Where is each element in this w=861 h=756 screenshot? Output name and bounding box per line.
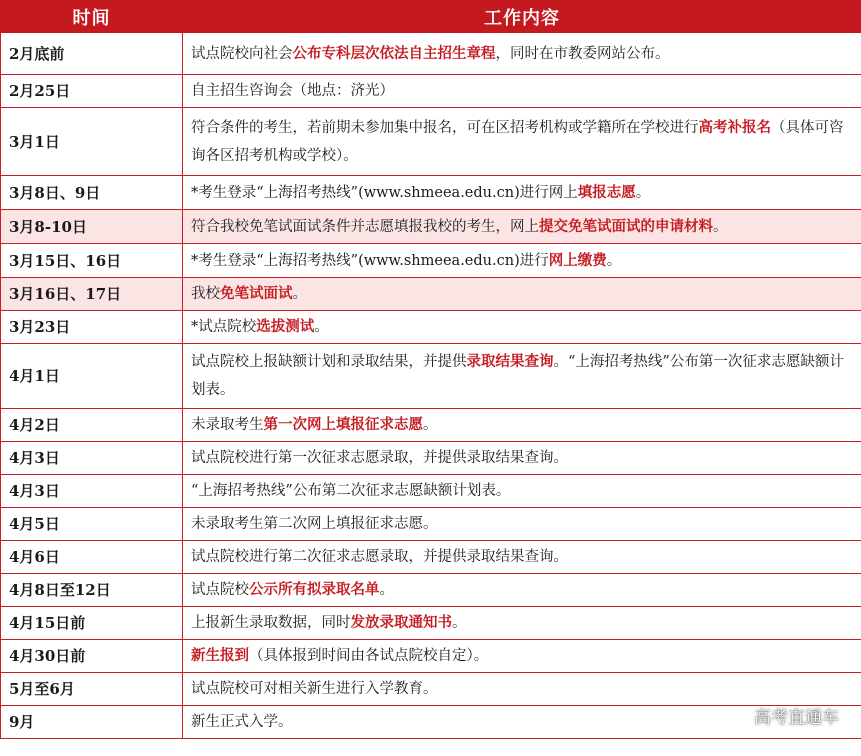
- body-text: 未录取考生: [191, 417, 264, 433]
- body-text: *试点院校: [191, 319, 257, 335]
- table-row: [1, 640, 861, 673]
- table-body: [1, 33, 861, 739]
- body-text: 。: [292, 286, 307, 302]
- header-row: [1, 1, 861, 33]
- row-work: [183, 311, 861, 344]
- highlight-text: 免笔试面试: [220, 285, 293, 302]
- row-work: [183, 344, 861, 409]
- table-row: [1, 75, 861, 108]
- row-time: 4月30日前: [1, 640, 183, 673]
- row-time: 3月1日: [1, 108, 183, 176]
- table-row: [1, 311, 861, 344]
- body-text: 试点院校上报缺额计划和录取结果，并提供: [191, 354, 467, 370]
- row-work: [183, 673, 861, 706]
- row-work: [183, 244, 861, 278]
- row-work: [183, 541, 861, 574]
- row-time: 4月1日: [1, 344, 183, 409]
- row-work: [183, 108, 861, 176]
- row-work: [183, 640, 861, 673]
- row-time: 3月8日、9日: [1, 176, 183, 210]
- highlight-text: 高考补报名: [698, 118, 771, 136]
- body-text: 试点院校向社会: [191, 45, 293, 62]
- row-time: 4月2日: [1, 409, 183, 442]
- row-work: [183, 278, 861, 311]
- row-work: [183, 33, 861, 75]
- body-text: 。: [452, 615, 467, 631]
- body-text: 。: [423, 417, 438, 433]
- highlight-text: 新生报到: [191, 647, 249, 664]
- row-work: [183, 442, 861, 475]
- table-row: [1, 508, 861, 541]
- row-time: 3月23日: [1, 311, 183, 344]
- body-text: *考生登录“上海招考热线”(www.shmeea.edu.cn)进行: [191, 252, 549, 269]
- row-time: 2月25日: [1, 75, 183, 108]
- row-time: 5月至6月: [1, 673, 183, 706]
- body-text: 。: [713, 218, 728, 235]
- row-work: [183, 409, 861, 442]
- body-text: 符合条件的考生，若前期未参加集中报名，可在区招考机构或学籍所在学校进行: [191, 119, 699, 136]
- highlight-text: 公布专科层次依法自主招生章程: [292, 44, 496, 62]
- body-text: 。: [635, 184, 651, 201]
- body-text: （具体可咨询各区招考机构或学校）。: [191, 119, 844, 164]
- row-work: [183, 574, 861, 607]
- table-row: [1, 33, 861, 75]
- highlight-text: 选拔测试: [256, 318, 315, 335]
- row-time: 4月6日: [1, 541, 183, 574]
- row-work: [183, 508, 861, 541]
- row-time: 4月15日前: [1, 607, 183, 640]
- body-text: 符合我校免笔试面试条件并志愿填报我校的考生，网上: [191, 218, 539, 235]
- row-work: [183, 75, 861, 108]
- row-work: [183, 176, 861, 210]
- table-row: [1, 673, 861, 706]
- highlight-text: 录取结果查询: [466, 353, 554, 370]
- table-row: [1, 706, 861, 739]
- header-time: 时间: [1, 1, 183, 33]
- table-row: [1, 607, 861, 640]
- row-time: 4月3日: [1, 475, 183, 508]
- table-row: [1, 409, 861, 442]
- body-text: 试点院校进行第一次征求志愿录取，并提供录取结果查询。: [191, 450, 568, 466]
- highlight-text: 提交免笔试面试的申请材料: [539, 217, 713, 235]
- row-time: 3月8-10日: [1, 210, 183, 244]
- table-row: [1, 541, 861, 574]
- table-row: [1, 574, 861, 607]
- table-row: [1, 475, 861, 508]
- body-text: 试点院校: [191, 582, 249, 598]
- table-row: [1, 278, 861, 311]
- row-work: [183, 210, 861, 244]
- body-text: 试点院校进行第二次征求志愿录取，并提供录取结果查询。: [191, 549, 568, 565]
- highlight-text: 发放录取通知书: [350, 614, 452, 631]
- row-time: 3月16日、17日: [1, 278, 183, 311]
- body-text: ，同时在市教委网站公布。: [495, 45, 670, 62]
- table-row: [1, 442, 861, 475]
- row-work: [183, 607, 861, 640]
- body-text: 未录取考生第二次网上填报征求志愿。: [191, 516, 438, 532]
- watermark: 高考直通车: [754, 708, 839, 728]
- row-time: 4月3日: [1, 442, 183, 475]
- highlight-text: 第一次网上填报征求志愿: [263, 416, 423, 433]
- row-time: 4月5日: [1, 508, 183, 541]
- body-text: 试点院校可对相关新生进行入学教育。: [191, 681, 438, 697]
- row-time: 3月15日、16日: [1, 244, 183, 278]
- table-row: [1, 210, 861, 244]
- highlight-text: 填报志愿: [577, 183, 636, 201]
- body-text: “上海招考热线”公布第二次征求志愿缺额计划表。: [191, 483, 511, 499]
- body-text: 上报新生录取数据，同时: [191, 615, 351, 631]
- body-text: 。: [606, 252, 622, 269]
- body-text: 新生正式入学。: [191, 714, 293, 730]
- row-time: 4月8日至12日: [1, 574, 183, 607]
- header-work: 工作内容: [183, 1, 861, 33]
- row-time: 2月底前: [1, 33, 183, 75]
- body-text: *考生登录“上海招考热线”(www.shmeea.edu.cn)进行网上: [191, 184, 578, 201]
- table-row: [1, 244, 861, 278]
- table-row: [1, 176, 861, 210]
- highlight-text: 网上缴费: [548, 251, 607, 269]
- row-work: [183, 475, 861, 508]
- row-time: 9月: [1, 706, 183, 739]
- table-row: [1, 108, 861, 176]
- body-text: 自主招生咨询会（地点：济光）: [191, 83, 394, 99]
- body-text: 。: [379, 582, 394, 598]
- body-text: 。“上海招考热线”公布第一次征求志愿缺额计划表。: [191, 354, 844, 398]
- highlight-text: 公示所有拟录取名单: [249, 581, 380, 598]
- table-row: [1, 344, 861, 409]
- body-text: 我校: [191, 286, 220, 302]
- body-text: 。: [314, 319, 329, 335]
- body-text: （具体报到时间由各试点院校自定）。: [249, 648, 489, 664]
